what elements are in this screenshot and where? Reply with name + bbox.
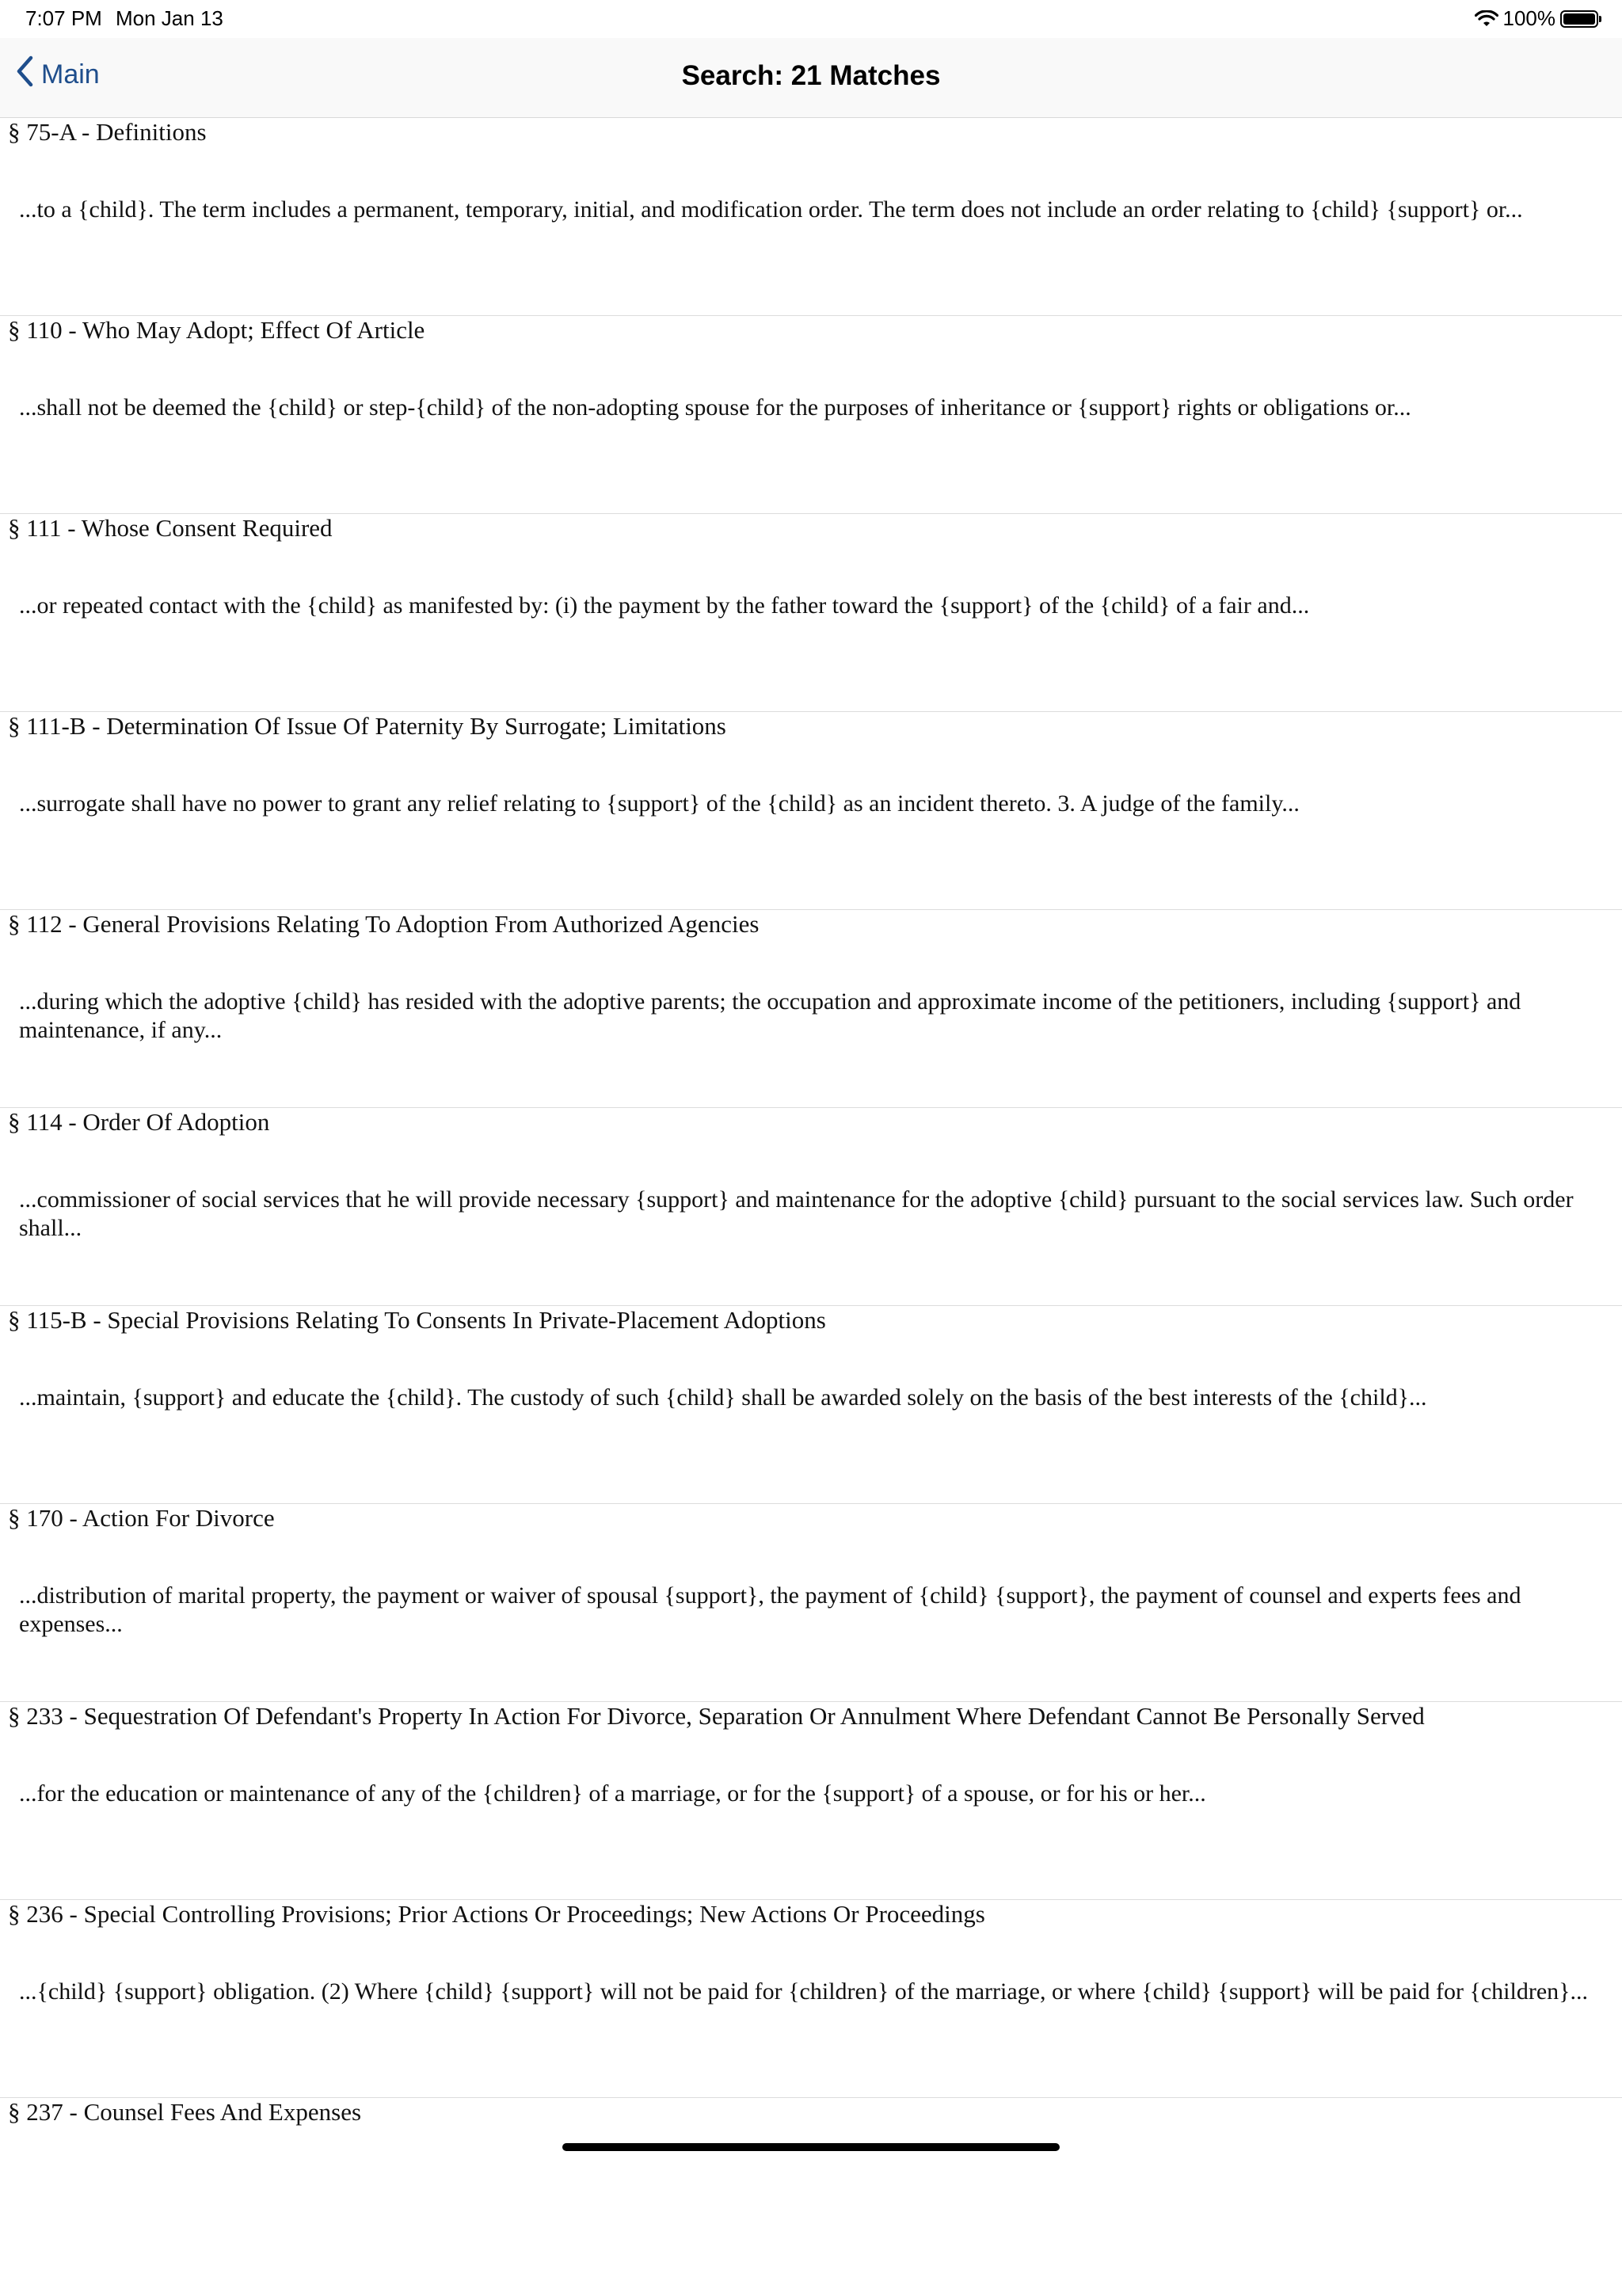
result-snippet: ...during which the adoptive {child} has resided with the adoptive parents; the occupation and approximate income of the petitioners, including {support} and maintenance, if any...: [19, 988, 1521, 1043]
page-title: Search: 21 Matches: [681, 60, 941, 91]
result-title: § 115-B - Special Provisions Relating To Consents In Private-Placement Adoptions: [8, 1306, 826, 1334]
battery-icon: [1560, 10, 1598, 28]
result-snippet: ...maintain, {support} and educate the {child}. The custody of such {child} shall be awarded solely on the basis of the best interests of the {child}...: [19, 1384, 1427, 1411]
wifi-icon: [1475, 10, 1498, 28]
result-snippet: ...{child} {support} obligation. (2) Where {child} {support} will not be paid for {children} of the marriage, or where {child} {support} will be paid for {children}...: [19, 1978, 1589, 2005]
search-result-item[interactable]: [0, 118, 1622, 316]
search-result-item[interactable]: [0, 910, 1622, 1108]
result-title: § 111 - Whose Consent Required: [8, 514, 333, 542]
result-title: § 233 - Sequestration Of Defendant's Property In Action For Divorce, Separation Or Annulment Where Defendant Cannot Be Personally Served: [8, 1702, 1425, 1730]
back-button-label: Main: [41, 59, 100, 89]
search-result-item[interactable]: [0, 1702, 1622, 1900]
result-snippet: ...for the education or maintenance of any of the {children} of a marriage, or for the {support} of a spouse, or for his or her...: [19, 1780, 1206, 1807]
search-result-item[interactable]: [0, 712, 1622, 910]
battery-percent: 100%: [1502, 6, 1555, 30]
result-title: § 236 - Special Controlling Provisions; Prior Actions Or Proceedings; New Actions Or Proceedings: [8, 1900, 985, 1928]
result-snippet: ...to a {child}. The term includes a permanent, temporary, initial, and modification order. The term does not include an order relating to {child} {support} or...: [19, 196, 1523, 223]
result-snippet: ...or repeated contact with the {child} as manifested by: (i) the payment by the father toward the {support} of the {child} of a fair and...: [19, 592, 1310, 619]
status-indicators: [1475, 6, 1599, 31]
search-result-item[interactable]: [0, 316, 1622, 514]
result-snippet: ...surrogate shall have no power to grant any relief relating to {support} of the {child} as an incident thereto. 3. A judge of the family...: [19, 790, 1300, 817]
navigation-bar: [0, 38, 1622, 118]
result-snippet: ...distribution of marital property, the payment or waiver of spousal {support}, the payment of {child} {support}, the payment of counsel and experts fees and expenses...: [19, 1582, 1521, 1637]
result-title: § 114 - Order Of Adoption: [8, 1108, 270, 1136]
search-result-item[interactable]: [0, 1504, 1622, 1702]
result-title: § 110 - Who May Adopt; Effect Of Article: [8, 316, 425, 344]
search-result-item[interactable]: [0, 1306, 1622, 1504]
result-title: § 111-B - Determination Of Issue Of Paternity By Surrogate; Limitations: [8, 712, 726, 740]
result-snippet: ...shall not be deemed the {child} or step-{child} of the non-adopting spouse for the purposes of inheritance or {support} rights or obligations or...: [19, 394, 1411, 421]
result-title: § 237 - Counsel Fees And Expenses: [8, 2098, 362, 2126]
search-result-item[interactable]: [0, 1900, 1622, 2098]
search-result-item[interactable]: [0, 514, 1622, 712]
result-title: § 75-A - Definitions: [8, 118, 207, 146]
status-bar: [0, 0, 1622, 38]
search-result-item[interactable]: [0, 1108, 1622, 1306]
status-time: 7:07 PM: [25, 6, 102, 30]
search-result-item[interactable]: [0, 2098, 1622, 2296]
status-date: Mon Jan 13: [116, 6, 223, 30]
result-title: § 112 - General Provisions Relating To Adoption From Authorized Agencies: [8, 910, 760, 938]
result-title: § 170 - Action For Divorce: [8, 1504, 275, 1532]
search-results-list: [0, 118, 1622, 2296]
home-indicator[interactable]: [562, 2143, 1060, 2151]
result-snippet: ...commissioner of social services that he will provide necessary {support} and maintenance for the adoptive {child} pursuant to the social services law. Such order shall...: [19, 1186, 1574, 1241]
battery-fill: [1563, 13, 1595, 25]
